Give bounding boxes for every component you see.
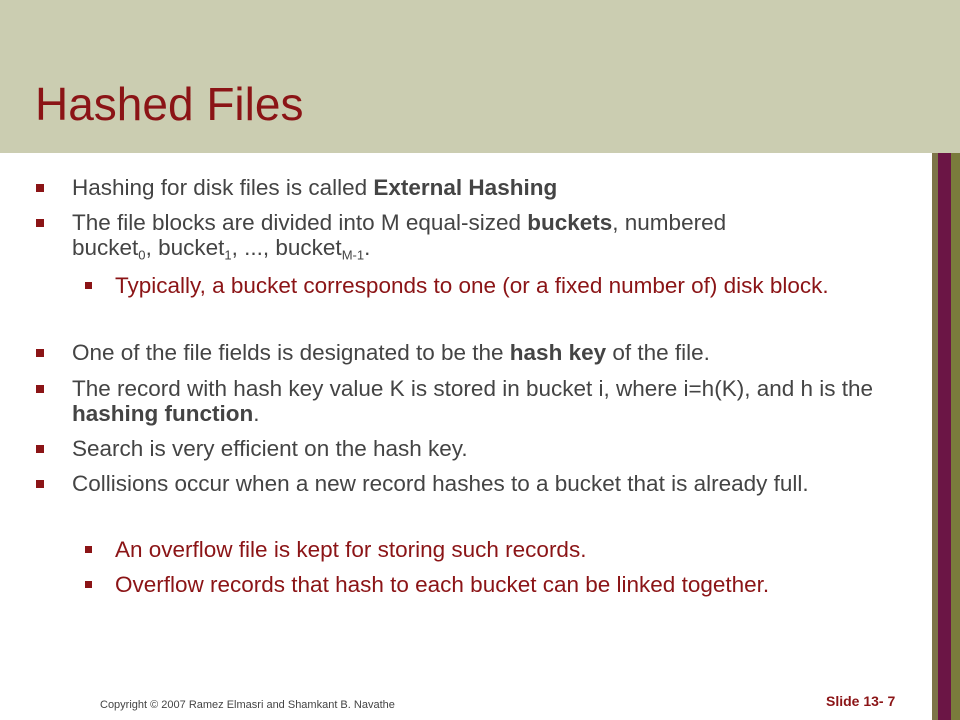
bullet-icon: [85, 282, 92, 289]
bullet-icon: [36, 349, 44, 357]
bullet-text: Typically, a bucket corresponds to one (or a fixed number of) disk block.: [115, 273, 829, 298]
bullet-item: [72, 471, 902, 496]
slide-title: Hashed Files: [35, 78, 304, 130]
bullet-emphasis: hashing function: [72, 401, 254, 426]
bullet-icon: [85, 546, 92, 553]
bullet-text: Collisions occur when a new record hashes to a bucket that is already full.: [72, 471, 809, 496]
bullet-text: Hashing for disk files is called: [72, 175, 374, 200]
bullet-text: of the file.: [606, 340, 710, 365]
bucket-subscript: 1: [224, 247, 232, 263]
bullet-text: Overflow records that hash to each bucket can be linked together.: [115, 572, 770, 597]
bullet-icon: [36, 445, 44, 453]
bullet-icon: [36, 219, 44, 227]
bucket-label: bucket: [72, 235, 139, 260]
bullet-emphasis: hash key: [509, 340, 607, 365]
bullet-emphasis: buckets: [527, 210, 613, 235]
sub-bullet-item: [115, 571, 900, 598]
bullet-icon: [36, 480, 44, 488]
decorative-stripe-right: [951, 153, 960, 720]
bullet-item: [72, 210, 902, 263]
bullet-item: [72, 436, 902, 461]
bullet-text: .: [364, 235, 371, 260]
bullet-item: [72, 376, 902, 426]
bullet-text: The record with hash key value K is stored in bucket i, where i=h(K), and h is the: [72, 376, 874, 401]
bullet-item: [72, 340, 902, 365]
bucket-label: , ..., bucket: [231, 235, 342, 260]
bullet-icon: [36, 385, 44, 393]
bullet-text: , numbered: [612, 210, 727, 235]
bucket-subscript: M-1: [341, 247, 365, 263]
copyright-notice: Copyright © 2007 Ramez Elmasri and Shamkant B. Navathe: [100, 699, 395, 711]
bullet-item: [72, 175, 902, 200]
bullet-text: One of the file fields is designated to be the: [72, 340, 510, 365]
bullet-text: .: [253, 401, 260, 426]
bullet-text: The file blocks are divided into M equal-sized: [72, 210, 528, 235]
bullet-icon: [85, 581, 92, 588]
slide-number: Slide 13- 7: [826, 693, 896, 709]
bullet-text: Search is very efficient on the hash key.: [72, 436, 468, 461]
bullet-emphasis: External Hashing: [373, 175, 558, 200]
bucket-subscript: 0: [138, 247, 146, 263]
bullet-icon: [36, 184, 44, 192]
sub-bullet-item: [115, 272, 900, 299]
bucket-label: , bucket: [145, 235, 225, 260]
bullet-text: An overflow file is kept for storing such records.: [115, 537, 587, 562]
decorative-stripe-middle: [938, 153, 951, 720]
sub-bullet-item: [115, 536, 900, 563]
